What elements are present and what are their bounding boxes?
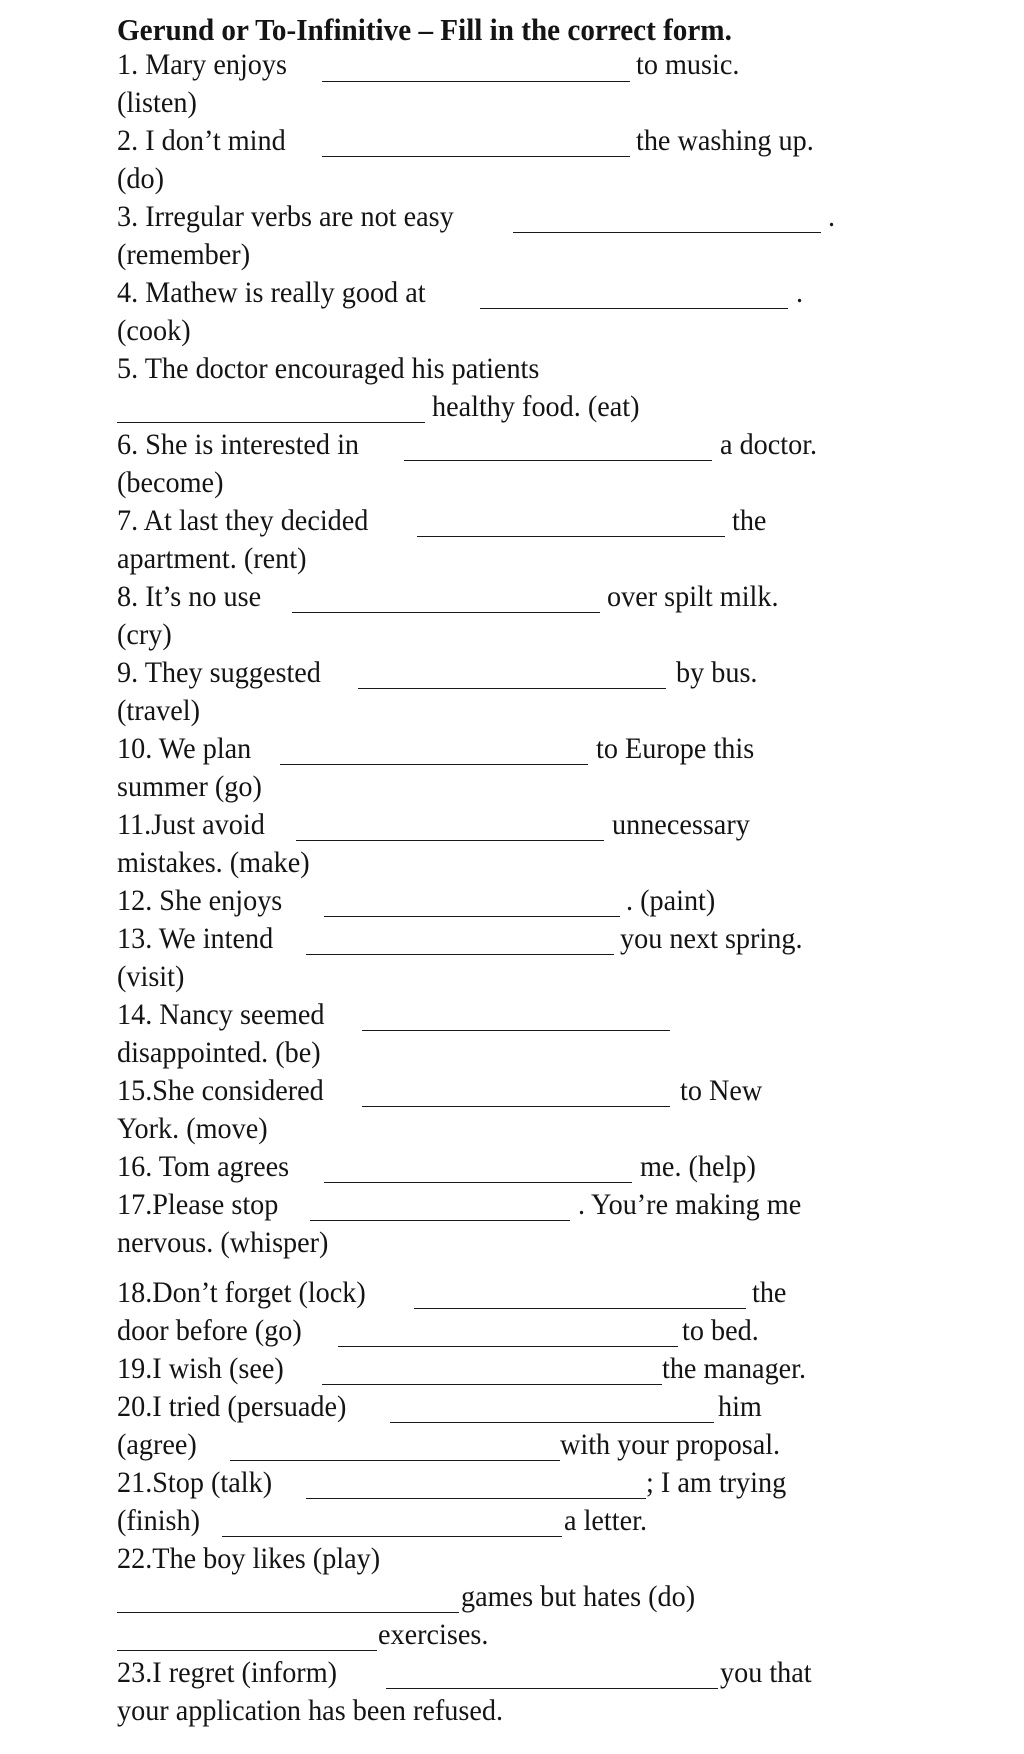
- exercise-20-text: 20.I tried (persuade): [117, 1390, 347, 1423]
- exercise-10-text: 10. We plan: [117, 732, 252, 765]
- exercise-4-after: .: [796, 276, 804, 309]
- exercise-3-text: 3. Irregular verbs are not easy: [117, 200, 454, 233]
- exercise-4-blank[interactable]: [480, 308, 788, 309]
- exercise-13-after: you next spring.: [620, 922, 803, 955]
- exercise-16-text: 16. Tom agrees: [117, 1150, 290, 1183]
- exercise-17-after: . You’re making me: [578, 1188, 802, 1221]
- exercise-1-text: 1. Mary enjoys: [117, 48, 287, 81]
- exercise-2-blank[interactable]: [322, 156, 630, 157]
- exercise-3-hint: (remember): [117, 238, 251, 271]
- exercise-4-text: 4. Mathew is really good at: [117, 276, 426, 309]
- exercise-17-text: 17.Please stop: [117, 1188, 279, 1221]
- exercise-20-line2: (agree): [117, 1428, 197, 1461]
- exercise-14-text: 14. Nancy seemed: [117, 998, 325, 1031]
- exercise-7-after: the: [732, 504, 767, 537]
- exercise-4-hint: (cook): [117, 314, 191, 347]
- exercise-14-blank[interactable]: [362, 1030, 670, 1031]
- exercise-11-blank[interactable]: [296, 840, 604, 841]
- exercise-16-blank[interactable]: [324, 1182, 632, 1183]
- exercise-20-blank-2[interactable]: [230, 1460, 560, 1461]
- exercise-18-line2: door before (go): [117, 1314, 302, 1347]
- exercise-9-blank[interactable]: [358, 688, 666, 689]
- exercise-21-line2: (finish): [117, 1504, 201, 1537]
- exercise-18-after2: to bed.: [682, 1314, 759, 1347]
- exercise-6-hint: (become): [117, 466, 224, 499]
- exercise-10-hint: summer (go): [117, 770, 262, 803]
- exercise-10-blank[interactable]: [280, 764, 588, 765]
- exercise-17-blank[interactable]: [310, 1220, 570, 1221]
- exercise-21-after2: a letter.: [564, 1504, 647, 1537]
- exercise-15-blank[interactable]: [362, 1106, 670, 1107]
- exercise-20-after: him: [718, 1390, 762, 1423]
- exercise-2-after: the washing up.: [636, 124, 814, 157]
- exercise-5-after: healthy food. (eat): [432, 390, 640, 423]
- exercise-21-blank-1[interactable]: [306, 1498, 646, 1499]
- exercise-10-after: to Europe this: [596, 732, 755, 765]
- exercise-9-text: 9. They suggested: [117, 656, 321, 689]
- exercise-12-after: . (paint): [626, 884, 716, 917]
- exercise-18-text: 18.Don’t forget (lock): [117, 1276, 366, 1309]
- exercise-7-hint: apartment. (rent): [117, 542, 307, 575]
- exercise-22-blank-2[interactable]: [117, 1650, 377, 1651]
- exercise-19-after: the manager.: [662, 1352, 807, 1385]
- exercise-19-blank[interactable]: [322, 1384, 662, 1385]
- exercise-15-hint: York. (move): [117, 1112, 268, 1145]
- exercise-8-hint: (cry): [117, 618, 172, 651]
- exercise-2-text: 2. I don’t mind: [117, 124, 286, 157]
- exercise-8-after: over spilt milk.: [607, 580, 779, 613]
- exercise-18-blank-2[interactable]: [338, 1346, 678, 1347]
- exercise-15-after: to New: [680, 1074, 763, 1107]
- exercise-3-after: .: [828, 200, 836, 233]
- exercise-22-text: 22.The boy likes (play): [117, 1542, 381, 1575]
- exercise-21-after: ; I am trying: [646, 1466, 787, 1499]
- exercise-17-hint: nervous. (whisper): [117, 1226, 329, 1259]
- exercise-13-text: 13. We intend: [117, 922, 274, 955]
- exercise-14-hint: disappointed. (be): [117, 1036, 321, 1069]
- exercise-6-after: a doctor.: [720, 428, 818, 461]
- exercise-5-text: 5. The doctor encouraged his patients: [117, 352, 540, 385]
- exercise-7-blank[interactable]: [417, 536, 725, 537]
- worksheet-title: Gerund or To-Infinitive – Fill in the correct form.: [117, 12, 732, 47]
- exercise-9-hint: (travel): [117, 694, 200, 727]
- exercise-3-blank[interactable]: [513, 232, 821, 233]
- exercise-18-blank-1[interactable]: [414, 1308, 746, 1309]
- exercise-23-blank[interactable]: [386, 1688, 718, 1689]
- exercise-12-blank[interactable]: [324, 916, 620, 917]
- exercise-23-line2: your application has been refused.: [117, 1694, 504, 1727]
- exercise-11-hint: mistakes. (make): [117, 846, 310, 879]
- exercise-19-text: 19.I wish (see): [117, 1352, 284, 1385]
- exercise-21-blank-2[interactable]: [222, 1536, 562, 1537]
- exercise-23-text: 23.I regret (inform): [117, 1656, 338, 1689]
- exercise-8-blank[interactable]: [292, 612, 600, 613]
- exercise-13-blank[interactable]: [306, 954, 614, 955]
- exercise-15-text: 15.She considered: [117, 1074, 324, 1107]
- exercise-18-after: the: [752, 1276, 787, 1309]
- exercise-13-hint: (visit): [117, 960, 185, 993]
- exercise-21-text: 21.Stop (talk): [117, 1466, 273, 1499]
- exercise-8-text: 8. It’s no use: [117, 580, 262, 613]
- exercise-1-hint: (listen): [117, 86, 197, 119]
- exercise-7-text: 7. At last they decided: [117, 504, 369, 537]
- exercise-22-after2: games but hates (do): [461, 1580, 696, 1613]
- exercise-20-blank-1[interactable]: [390, 1422, 714, 1423]
- exercise-6-text: 6. She is interested in: [117, 428, 360, 461]
- exercise-9-after: by bus.: [676, 656, 758, 689]
- exercise-20-after2: with your proposal.: [560, 1428, 781, 1461]
- exercise-16-after: me. (help): [640, 1150, 756, 1183]
- exercise-22-after3: exercises.: [378, 1618, 489, 1651]
- exercise-1-after: to music.: [636, 48, 740, 81]
- exercise-5-blank[interactable]: [117, 422, 425, 423]
- exercise-22-blank-1[interactable]: [117, 1612, 459, 1613]
- exercise-11-text: 11.Just avoid: [117, 808, 265, 841]
- exercise-6-blank[interactable]: [404, 460, 712, 461]
- exercise-2-hint: (do): [117, 162, 164, 195]
- exercise-23-after: you that: [720, 1656, 812, 1689]
- exercise-1-blank[interactable]: [322, 81, 630, 82]
- exercise-11-after: unnecessary: [612, 808, 750, 841]
- exercise-12-text: 12. She enjoys: [117, 884, 283, 917]
